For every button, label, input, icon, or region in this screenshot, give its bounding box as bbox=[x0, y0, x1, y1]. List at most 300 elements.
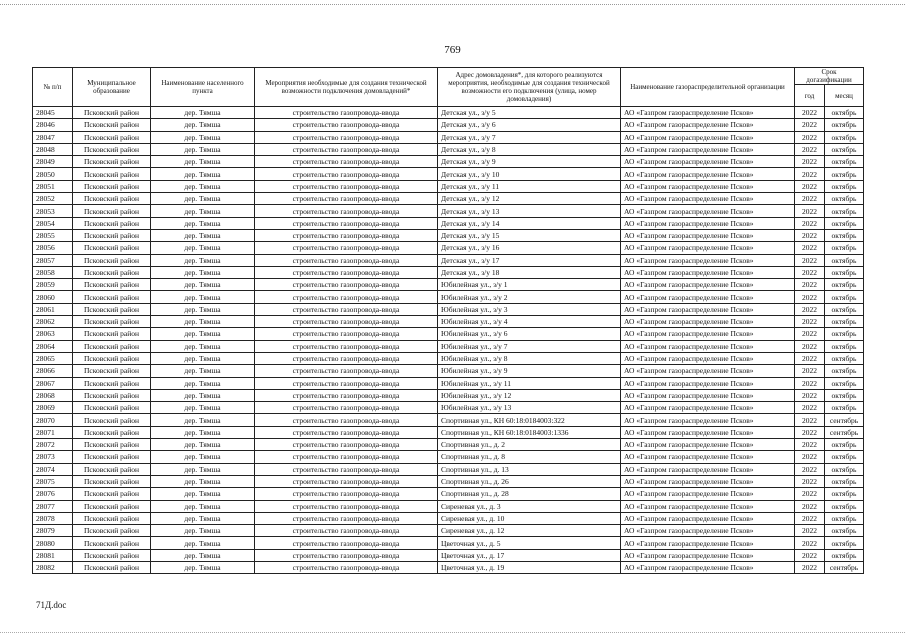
cell-measure: строительство газопровода-ввода bbox=[255, 561, 438, 573]
cell-measure: строительство газопровода-ввода bbox=[255, 365, 438, 377]
table-row bbox=[33, 365, 864, 377]
cell-month: октябрь bbox=[825, 389, 864, 401]
cell-measure: строительство газопровода-ввода bbox=[255, 451, 438, 463]
cell-year: 2022 bbox=[795, 291, 825, 303]
cell-measure: строительство газопровода-ввода bbox=[255, 352, 438, 364]
cell-org: АО «Газпром газораспределение Псков» bbox=[621, 561, 795, 573]
cell-year: 2022 bbox=[795, 229, 825, 241]
cell-year: 2022 bbox=[795, 537, 825, 549]
table-row bbox=[33, 193, 864, 205]
cell-year: 2022 bbox=[795, 402, 825, 414]
cell-org: АО «Газпром газораспределение Псков» bbox=[621, 254, 795, 266]
cell-municipality: Псковский район bbox=[73, 328, 151, 340]
cell-year: 2022 bbox=[795, 549, 825, 561]
cell-measure: строительство газопровода-ввода bbox=[255, 168, 438, 180]
cell-address: Цветочная ул., д. 19 bbox=[438, 561, 621, 573]
cell-month: октябрь bbox=[825, 254, 864, 266]
cell-locality: дер. Тямша bbox=[151, 107, 255, 119]
cell-num: 28067 bbox=[33, 377, 73, 389]
cell-locality: дер. Тямша bbox=[151, 537, 255, 549]
cell-month: октябрь bbox=[825, 168, 864, 180]
cell-num: 28064 bbox=[33, 340, 73, 352]
cell-locality: дер. Тямша bbox=[151, 168, 255, 180]
cell-year: 2022 bbox=[795, 143, 825, 155]
cell-address: Детская ул., з/у 9 bbox=[438, 156, 621, 168]
cell-num: 28079 bbox=[33, 525, 73, 537]
table-row bbox=[33, 119, 864, 131]
cell-org: АО «Газпром газораспределение Псков» bbox=[621, 279, 795, 291]
cell-org: АО «Газпром газораспределение Псков» bbox=[621, 291, 795, 303]
cell-measure: строительство газопровода-ввода bbox=[255, 143, 438, 155]
cell-locality: дер. Тямша bbox=[151, 475, 255, 487]
cell-month: октябрь bbox=[825, 475, 864, 487]
cell-locality: дер. Тямша bbox=[151, 389, 255, 401]
cell-org: АО «Газпром газораспределение Псков» bbox=[621, 131, 795, 143]
cell-municipality: Псковский район bbox=[73, 229, 151, 241]
cell-num: 28081 bbox=[33, 549, 73, 561]
table-row bbox=[33, 525, 864, 537]
cell-municipality: Псковский район bbox=[73, 426, 151, 438]
cell-month: сентябрь bbox=[825, 414, 864, 426]
cell-municipality: Псковский район bbox=[73, 389, 151, 401]
cell-address: Детская ул., з/у 12 bbox=[438, 193, 621, 205]
cell-measure: строительство газопровода-ввода bbox=[255, 426, 438, 438]
cell-address: Сиреневая ул., д. 3 bbox=[438, 500, 621, 512]
cell-address: Детская ул., з/у 5 bbox=[438, 107, 621, 119]
table-row bbox=[33, 561, 864, 573]
cell-measure: строительство газопровода-ввода bbox=[255, 242, 438, 254]
scan-edge-top bbox=[0, 0, 905, 5]
cell-address: Юбилейная ул., з/у 11 bbox=[438, 377, 621, 389]
cell-num: 28058 bbox=[33, 266, 73, 278]
cell-address: Спортивная ул., д. 2 bbox=[438, 439, 621, 451]
header-month: месяц bbox=[825, 85, 864, 107]
cell-num: 28055 bbox=[33, 229, 73, 241]
cell-measure: строительство газопровода-ввода bbox=[255, 131, 438, 143]
cell-num: 28068 bbox=[33, 389, 73, 401]
cell-year: 2022 bbox=[795, 451, 825, 463]
cell-measure: строительство газопровода-ввода bbox=[255, 229, 438, 241]
cell-measure: строительство газопровода-ввода bbox=[255, 549, 438, 561]
table-header bbox=[33, 68, 864, 107]
cell-org: АО «Газпром газораспределение Псков» bbox=[621, 512, 795, 524]
cell-year: 2022 bbox=[795, 377, 825, 389]
cell-address: Спортивная ул., КН 60:18:0184003:322 bbox=[438, 414, 621, 426]
cell-municipality: Псковский район bbox=[73, 475, 151, 487]
cell-measure: строительство газопровода-ввода bbox=[255, 414, 438, 426]
cell-address: Юбилейная ул., з/у 7 bbox=[438, 340, 621, 352]
cell-address: Юбилейная ул., з/у 1 bbox=[438, 279, 621, 291]
cell-measure: строительство газопровода-ввода bbox=[255, 156, 438, 168]
cell-year: 2022 bbox=[795, 340, 825, 352]
cell-num: 28049 bbox=[33, 156, 73, 168]
cell-month: октябрь bbox=[825, 180, 864, 192]
table-row bbox=[33, 131, 864, 143]
cell-month: октябрь bbox=[825, 266, 864, 278]
cell-year: 2022 bbox=[795, 119, 825, 131]
gasification-table bbox=[32, 67, 864, 574]
table-row bbox=[33, 402, 864, 414]
cell-month: октябрь bbox=[825, 340, 864, 352]
cell-municipality: Псковский район bbox=[73, 549, 151, 561]
cell-locality: дер. Тямша bbox=[151, 512, 255, 524]
cell-locality: дер. Тямша bbox=[151, 340, 255, 352]
cell-measure: строительство газопровода-ввода bbox=[255, 316, 438, 328]
header-org: Наименование газораспределительной организации bbox=[621, 68, 795, 107]
cell-num: 28072 bbox=[33, 439, 73, 451]
cell-num: 28063 bbox=[33, 328, 73, 340]
table-row bbox=[33, 549, 864, 561]
cell-month: октябрь bbox=[825, 316, 864, 328]
table-row bbox=[33, 463, 864, 475]
cell-month: октябрь bbox=[825, 131, 864, 143]
cell-locality: дер. Тямша bbox=[151, 254, 255, 266]
cell-address: Юбилейная ул., з/у 9 bbox=[438, 365, 621, 377]
cell-address: Спортивная ул., КН 60:18:0184003:1336 bbox=[438, 426, 621, 438]
cell-num: 28062 bbox=[33, 316, 73, 328]
cell-org: АО «Газпром газораспределение Псков» bbox=[621, 193, 795, 205]
cell-measure: строительство газопровода-ввода bbox=[255, 488, 438, 500]
cell-month: октябрь bbox=[825, 291, 864, 303]
cell-num: 28051 bbox=[33, 180, 73, 192]
table-row bbox=[33, 389, 864, 401]
table-row bbox=[33, 316, 864, 328]
cell-year: 2022 bbox=[795, 475, 825, 487]
cell-org: АО «Газпром газораспределение Псков» bbox=[621, 488, 795, 500]
cell-year: 2022 bbox=[795, 488, 825, 500]
cell-org: АО «Газпром газораспределение Псков» bbox=[621, 377, 795, 389]
table-row bbox=[33, 512, 864, 524]
cell-locality: дер. Тямша bbox=[151, 119, 255, 131]
cell-num: 28074 bbox=[33, 463, 73, 475]
cell-org: АО «Газпром газораспределение Псков» bbox=[621, 414, 795, 426]
cell-address: Спортивная ул., д. 26 bbox=[438, 475, 621, 487]
cell-month: сентябрь bbox=[825, 426, 864, 438]
cell-year: 2022 bbox=[795, 205, 825, 217]
cell-address: Сиреневая ул., д. 12 bbox=[438, 525, 621, 537]
cell-org: АО «Газпром газораспределение Псков» bbox=[621, 205, 795, 217]
cell-address: Детская ул., з/у 18 bbox=[438, 266, 621, 278]
cell-year: 2022 bbox=[795, 180, 825, 192]
cell-measure: строительство газопровода-ввода bbox=[255, 537, 438, 549]
footer-filename: 71Д.doc bbox=[36, 600, 67, 610]
table-row bbox=[33, 143, 864, 155]
cell-num: 28060 bbox=[33, 291, 73, 303]
cell-num: 28080 bbox=[33, 537, 73, 549]
cell-municipality: Псковский район bbox=[73, 365, 151, 377]
cell-month: октябрь bbox=[825, 549, 864, 561]
cell-num: 28048 bbox=[33, 143, 73, 155]
cell-year: 2022 bbox=[795, 389, 825, 401]
cell-locality: дер. Тямша bbox=[151, 525, 255, 537]
cell-year: 2022 bbox=[795, 328, 825, 340]
cell-month: октябрь bbox=[825, 205, 864, 217]
cell-address: Спортивная ул., д. 13 bbox=[438, 463, 621, 475]
cell-measure: строительство газопровода-ввода bbox=[255, 328, 438, 340]
cell-address: Юбилейная ул., з/у 6 bbox=[438, 328, 621, 340]
cell-municipality: Псковский район bbox=[73, 143, 151, 155]
cell-locality: дер. Тямша bbox=[151, 193, 255, 205]
cell-locality: дер. Тямша bbox=[151, 279, 255, 291]
cell-org: АО «Газпром газораспределение Псков» bbox=[621, 340, 795, 352]
cell-locality: дер. Тямша bbox=[151, 451, 255, 463]
cell-org: АО «Газпром газораспределение Псков» bbox=[621, 426, 795, 438]
cell-municipality: Псковский район bbox=[73, 291, 151, 303]
cell-address: Юбилейная ул., з/у 2 bbox=[438, 291, 621, 303]
cell-locality: дер. Тямша bbox=[151, 291, 255, 303]
cell-locality: дер. Тямша bbox=[151, 131, 255, 143]
table-body bbox=[33, 107, 864, 574]
cell-municipality: Псковский район bbox=[73, 217, 151, 229]
cell-address: Детская ул., з/у 6 bbox=[438, 119, 621, 131]
cell-municipality: Псковский район bbox=[73, 180, 151, 192]
table-row bbox=[33, 107, 864, 119]
cell-month: октябрь bbox=[825, 107, 864, 119]
cell-org: АО «Газпром газораспределение Псков» bbox=[621, 180, 795, 192]
cell-locality: дер. Тямша bbox=[151, 328, 255, 340]
cell-year: 2022 bbox=[795, 316, 825, 328]
cell-measure: строительство газопровода-ввода bbox=[255, 402, 438, 414]
cell-month: октябрь bbox=[825, 352, 864, 364]
cell-locality: дер. Тямша bbox=[151, 488, 255, 500]
table-row bbox=[33, 217, 864, 229]
cell-municipality: Псковский район bbox=[73, 156, 151, 168]
cell-locality: дер. Тямша bbox=[151, 377, 255, 389]
cell-month: октябрь bbox=[825, 525, 864, 537]
cell-year: 2022 bbox=[795, 242, 825, 254]
cell-org: АО «Газпром газораспределение Псков» bbox=[621, 537, 795, 549]
cell-municipality: Псковский район bbox=[73, 242, 151, 254]
cell-month: октябрь bbox=[825, 537, 864, 549]
cell-org: АО «Газпром газораспределение Псков» bbox=[621, 389, 795, 401]
cell-municipality: Псковский район bbox=[73, 316, 151, 328]
cell-address: Детская ул., з/у 15 bbox=[438, 229, 621, 241]
cell-num: 28056 bbox=[33, 242, 73, 254]
cell-measure: строительство газопровода-ввода bbox=[255, 266, 438, 278]
cell-org: АО «Газпром газораспределение Псков» bbox=[621, 451, 795, 463]
table-row bbox=[33, 279, 864, 291]
cell-address: Детская ул., з/у 7 bbox=[438, 131, 621, 143]
table-row bbox=[33, 488, 864, 500]
cell-measure: строительство газопровода-ввода bbox=[255, 205, 438, 217]
cell-num: 28065 bbox=[33, 352, 73, 364]
cell-month: октябрь bbox=[825, 402, 864, 414]
table-row bbox=[33, 439, 864, 451]
cell-locality: дер. Тямша bbox=[151, 426, 255, 438]
cell-locality: дер. Тямша bbox=[151, 266, 255, 278]
cell-org: АО «Газпром газораспределение Псков» bbox=[621, 463, 795, 475]
cell-num: 28082 bbox=[33, 561, 73, 573]
header-locality: Наименование населенного пункта bbox=[151, 68, 255, 107]
cell-measure: строительство газопровода-ввода bbox=[255, 217, 438, 229]
cell-locality: дер. Тямша bbox=[151, 352, 255, 364]
cell-measure: строительство газопровода-ввода bbox=[255, 525, 438, 537]
cell-municipality: Псковский район bbox=[73, 254, 151, 266]
cell-measure: строительство газопровода-ввода bbox=[255, 303, 438, 315]
table-row bbox=[33, 168, 864, 180]
cell-month: октябрь bbox=[825, 451, 864, 463]
cell-locality: дер. Тямша bbox=[151, 549, 255, 561]
cell-municipality: Псковский район bbox=[73, 512, 151, 524]
table-row bbox=[33, 377, 864, 389]
cell-address: Юбилейная ул., з/у 8 bbox=[438, 352, 621, 364]
cell-measure: строительство газопровода-ввода bbox=[255, 463, 438, 475]
cell-municipality: Псковский район bbox=[73, 377, 151, 389]
cell-year: 2022 bbox=[795, 525, 825, 537]
cell-org: АО «Газпром газораспределение Псков» bbox=[621, 143, 795, 155]
cell-year: 2022 bbox=[795, 426, 825, 438]
cell-municipality: Псковский район bbox=[73, 193, 151, 205]
cell-locality: дер. Тямша bbox=[151, 561, 255, 573]
cell-org: АО «Газпром газораспределение Псков» bbox=[621, 168, 795, 180]
cell-year: 2022 bbox=[795, 168, 825, 180]
cell-locality: дер. Тямша bbox=[151, 242, 255, 254]
scan-edge-bottom bbox=[0, 632, 905, 633]
cell-measure: строительство газопровода-ввода bbox=[255, 193, 438, 205]
cell-org: АО «Газпром газораспределение Псков» bbox=[621, 475, 795, 487]
header-municipality: Муниципальное образование bbox=[73, 68, 151, 107]
cell-month: октябрь bbox=[825, 279, 864, 291]
cell-month: октябрь bbox=[825, 365, 864, 377]
cell-measure: строительство газопровода-ввода bbox=[255, 475, 438, 487]
table-row bbox=[33, 254, 864, 266]
cell-month: октябрь bbox=[825, 500, 864, 512]
cell-address: Юбилейная ул., з/у 3 bbox=[438, 303, 621, 315]
cell-municipality: Псковский район bbox=[73, 500, 151, 512]
cell-year: 2022 bbox=[795, 414, 825, 426]
cell-org: АО «Газпром газораспределение Псков» bbox=[621, 156, 795, 168]
cell-num: 28057 bbox=[33, 254, 73, 266]
table-row bbox=[33, 451, 864, 463]
cell-org: АО «Газпром газораспределение Псков» bbox=[621, 217, 795, 229]
table-row bbox=[33, 328, 864, 340]
cell-municipality: Псковский район bbox=[73, 279, 151, 291]
cell-month: октябрь bbox=[825, 439, 864, 451]
cell-year: 2022 bbox=[795, 254, 825, 266]
cell-address: Юбилейная ул., з/у 13 bbox=[438, 402, 621, 414]
table-row bbox=[33, 266, 864, 278]
cell-num: 28053 bbox=[33, 205, 73, 217]
cell-address: Детская ул., з/у 10 bbox=[438, 168, 621, 180]
cell-year: 2022 bbox=[795, 561, 825, 573]
cell-year: 2022 bbox=[795, 131, 825, 143]
cell-municipality: Псковский район bbox=[73, 451, 151, 463]
cell-month: октябрь bbox=[825, 156, 864, 168]
cell-municipality: Псковский район bbox=[73, 537, 151, 549]
cell-year: 2022 bbox=[795, 193, 825, 205]
table-row bbox=[33, 537, 864, 549]
table-row bbox=[33, 500, 864, 512]
cell-locality: дер. Тямша bbox=[151, 316, 255, 328]
cell-num: 28078 bbox=[33, 512, 73, 524]
cell-org: АО «Газпром газораспределение Псков» bbox=[621, 525, 795, 537]
cell-municipality: Псковский район bbox=[73, 340, 151, 352]
cell-year: 2022 bbox=[795, 500, 825, 512]
cell-year: 2022 bbox=[795, 463, 825, 475]
cell-municipality: Псковский район bbox=[73, 119, 151, 131]
cell-measure: строительство газопровода-ввода bbox=[255, 180, 438, 192]
cell-measure: строительство газопровода-ввода bbox=[255, 107, 438, 119]
cell-month: октябрь bbox=[825, 303, 864, 315]
cell-org: АО «Газпром газораспределение Псков» bbox=[621, 549, 795, 561]
cell-org: АО «Газпром газораспределение Псков» bbox=[621, 439, 795, 451]
cell-address: Детская ул., з/у 13 bbox=[438, 205, 621, 217]
cell-measure: строительство газопровода-ввода bbox=[255, 512, 438, 524]
cell-month: октябрь bbox=[825, 193, 864, 205]
cell-address: Детская ул., з/у 16 bbox=[438, 242, 621, 254]
cell-address: Детская ул., з/у 17 bbox=[438, 254, 621, 266]
cell-address: Детская ул., з/у 14 bbox=[438, 217, 621, 229]
cell-municipality: Псковский район bbox=[73, 525, 151, 537]
cell-org: АО «Газпром газораспределение Псков» bbox=[621, 402, 795, 414]
cell-municipality: Псковский район bbox=[73, 439, 151, 451]
header-address: Адрес домовладения*, для которого реализуются мероприятия, необходимые для создания технической возможности его подключения (улица, номер домовладения) bbox=[438, 68, 621, 107]
cell-municipality: Псковский район bbox=[73, 205, 151, 217]
cell-org: АО «Газпром газораспределение Псков» bbox=[621, 266, 795, 278]
cell-locality: дер. Тямша bbox=[151, 463, 255, 475]
cell-year: 2022 bbox=[795, 279, 825, 291]
header-measures: Мероприятия необходимые для создания технической возможности подключения домовладений* bbox=[255, 68, 438, 107]
cell-month: октябрь bbox=[825, 242, 864, 254]
cell-org: АО «Газпром газораспределение Псков» bbox=[621, 365, 795, 377]
cell-address: Цветочная ул., д. 5 bbox=[438, 537, 621, 549]
page-number: 769 bbox=[444, 44, 461, 56]
cell-address: Детская ул., з/у 11 bbox=[438, 180, 621, 192]
cell-num: 28046 bbox=[33, 119, 73, 131]
header-num: № п/п bbox=[33, 68, 73, 107]
cell-month: октябрь bbox=[825, 377, 864, 389]
table-row bbox=[33, 426, 864, 438]
cell-address: Спортивная ул., д. 28 bbox=[438, 488, 621, 500]
cell-num: 28071 bbox=[33, 426, 73, 438]
cell-year: 2022 bbox=[795, 156, 825, 168]
cell-year: 2022 bbox=[795, 352, 825, 364]
cell-month: октябрь bbox=[825, 488, 864, 500]
cell-month: октябрь bbox=[825, 217, 864, 229]
cell-num: 28059 bbox=[33, 279, 73, 291]
cell-measure: строительство газопровода-ввода bbox=[255, 279, 438, 291]
cell-year: 2022 bbox=[795, 439, 825, 451]
table-row bbox=[33, 340, 864, 352]
cell-num: 28069 bbox=[33, 402, 73, 414]
cell-measure: строительство газопровода-ввода bbox=[255, 340, 438, 352]
cell-org: АО «Газпром газораспределение Псков» bbox=[621, 107, 795, 119]
header-term: Срок догазификации bbox=[795, 68, 864, 85]
cell-locality: дер. Тямша bbox=[151, 180, 255, 192]
header-year: год bbox=[795, 85, 825, 107]
cell-org: АО «Газпром газораспределение Псков» bbox=[621, 303, 795, 315]
cell-municipality: Псковский район bbox=[73, 402, 151, 414]
cell-num: 28054 bbox=[33, 217, 73, 229]
cell-municipality: Псковский район bbox=[73, 352, 151, 364]
table-row bbox=[33, 180, 864, 192]
cell-locality: дер. Тямша bbox=[151, 156, 255, 168]
cell-locality: дер. Тямша bbox=[151, 229, 255, 241]
cell-municipality: Псковский район bbox=[73, 463, 151, 475]
cell-address: Цветочная ул., д. 17 bbox=[438, 549, 621, 561]
cell-num: 28070 bbox=[33, 414, 73, 426]
table-row bbox=[33, 291, 864, 303]
cell-num: 28073 bbox=[33, 451, 73, 463]
cell-num: 28061 bbox=[33, 303, 73, 315]
cell-num: 28047 bbox=[33, 131, 73, 143]
cell-num: 28077 bbox=[33, 500, 73, 512]
cell-locality: дер. Тямша bbox=[151, 143, 255, 155]
cell-org: АО «Газпром газораспределение Псков» bbox=[621, 328, 795, 340]
cell-num: 28075 bbox=[33, 475, 73, 487]
cell-locality: дер. Тямша bbox=[151, 439, 255, 451]
cell-num: 28052 bbox=[33, 193, 73, 205]
